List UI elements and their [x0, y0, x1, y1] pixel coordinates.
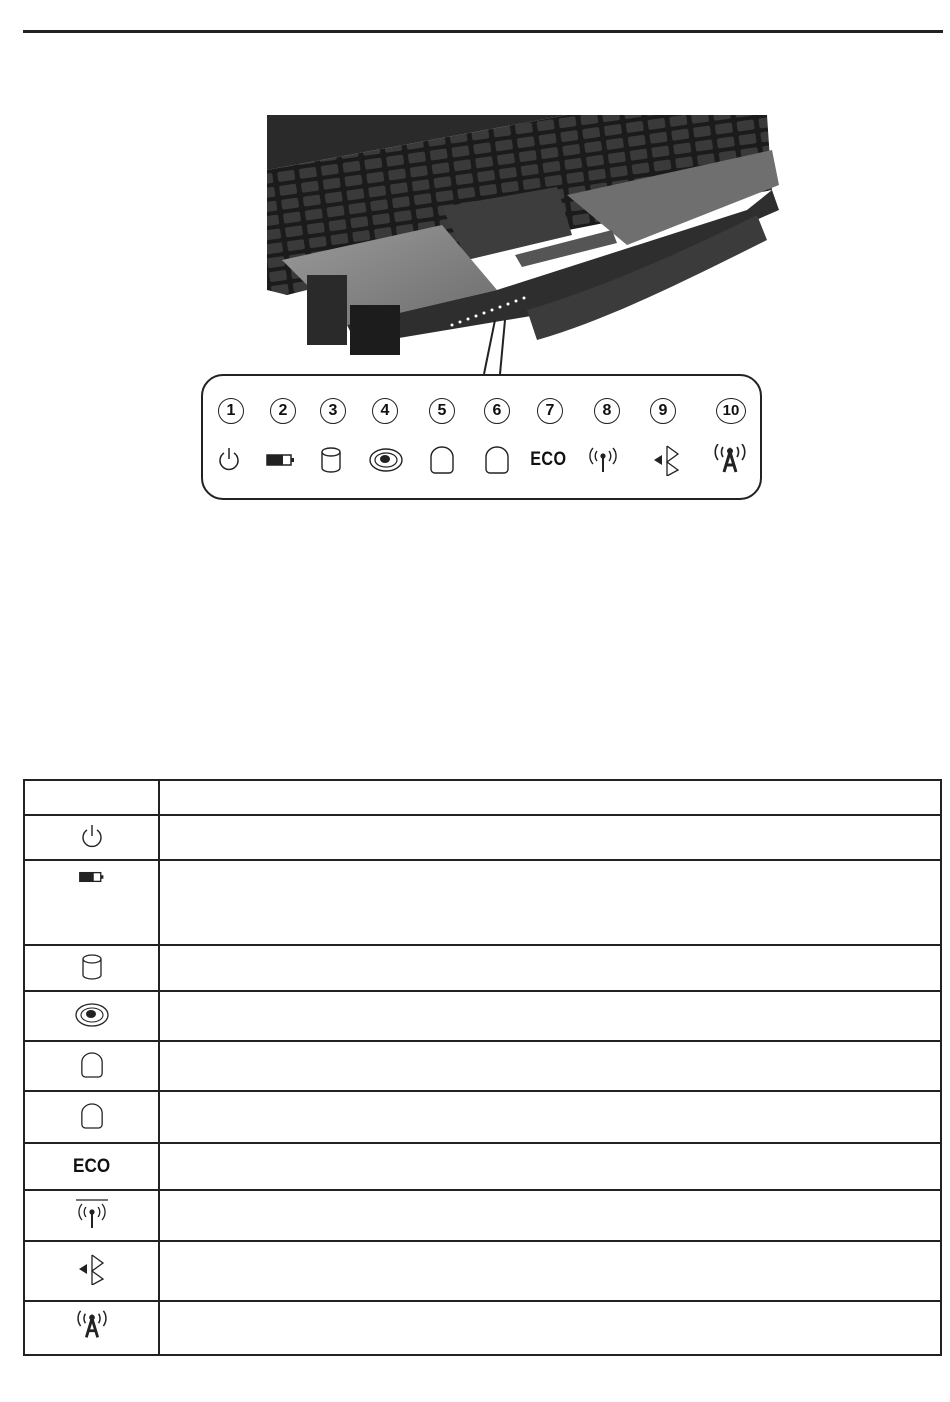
hard-drive-icon: [81, 950, 103, 984]
storage-drive-icon: [80, 1099, 104, 1133]
battery-icon: [77, 867, 107, 887]
callout-number-3: 3: [320, 398, 346, 424]
row-description: [159, 1190, 941, 1241]
callout-leader: [0, 0, 950, 400]
led-table: [23, 779, 942, 1356]
storage-drive-icon: [477, 444, 517, 476]
table-row: [24, 1241, 941, 1301]
table-header-row: [24, 780, 941, 815]
row-description: [159, 1143, 941, 1190]
table-row: [24, 991, 941, 1041]
power-icon: [209, 444, 249, 476]
battery-icon: [261, 444, 301, 476]
table-row: [24, 1091, 941, 1143]
callout-number-4: 4: [372, 398, 398, 424]
optical-drive-icon: [366, 444, 406, 476]
optical-drive-icon: [74, 998, 110, 1032]
callout-number-9: 9: [650, 398, 676, 424]
table-row: [24, 945, 941, 991]
callout-number-2: 2: [270, 398, 296, 424]
callout-number-5: 5: [429, 398, 455, 424]
hard-drive-icon: [311, 444, 351, 476]
callout-number-1: 1: [218, 398, 244, 424]
eco-icon: [71, 1150, 112, 1184]
eco-label: ECO: [529, 449, 567, 470]
table-row: [24, 1301, 941, 1355]
table-row: [24, 1041, 941, 1091]
eco-label: ECO: [72, 1155, 111, 1177]
table-row: [24, 1190, 941, 1241]
callout-number-8: 8: [594, 398, 620, 424]
row-description: [159, 945, 941, 991]
storage-drive-icon: [422, 444, 462, 476]
wwan-icon: [710, 444, 750, 476]
eco-icon: [528, 444, 568, 476]
row-description: [159, 991, 941, 1041]
row-description: [159, 1241, 941, 1301]
wireless-lan-icon: [583, 444, 623, 476]
table-row: [24, 860, 941, 945]
wireless-lan-icon: [74, 1197, 110, 1231]
callout-number-7: 7: [537, 398, 563, 424]
wwan-icon: [74, 1309, 110, 1343]
row-description: [159, 1041, 941, 1091]
header-icon-column: [24, 780, 159, 815]
callout-number-6: 6: [484, 398, 510, 424]
header-description-column: [159, 780, 941, 815]
row-description: [159, 860, 941, 945]
led-callout: [201, 374, 762, 500]
row-description: [159, 815, 941, 860]
row-description: [159, 1091, 941, 1143]
callout-number-10: 10: [716, 398, 746, 424]
table-row: [24, 1143, 941, 1190]
row-description: [159, 1301, 941, 1355]
bluetooth-icon: [647, 444, 687, 476]
bluetooth-icon: [75, 1252, 109, 1286]
storage-drive-icon: [80, 1048, 104, 1082]
table-row: [24, 815, 941, 860]
power-icon: [79, 820, 105, 854]
